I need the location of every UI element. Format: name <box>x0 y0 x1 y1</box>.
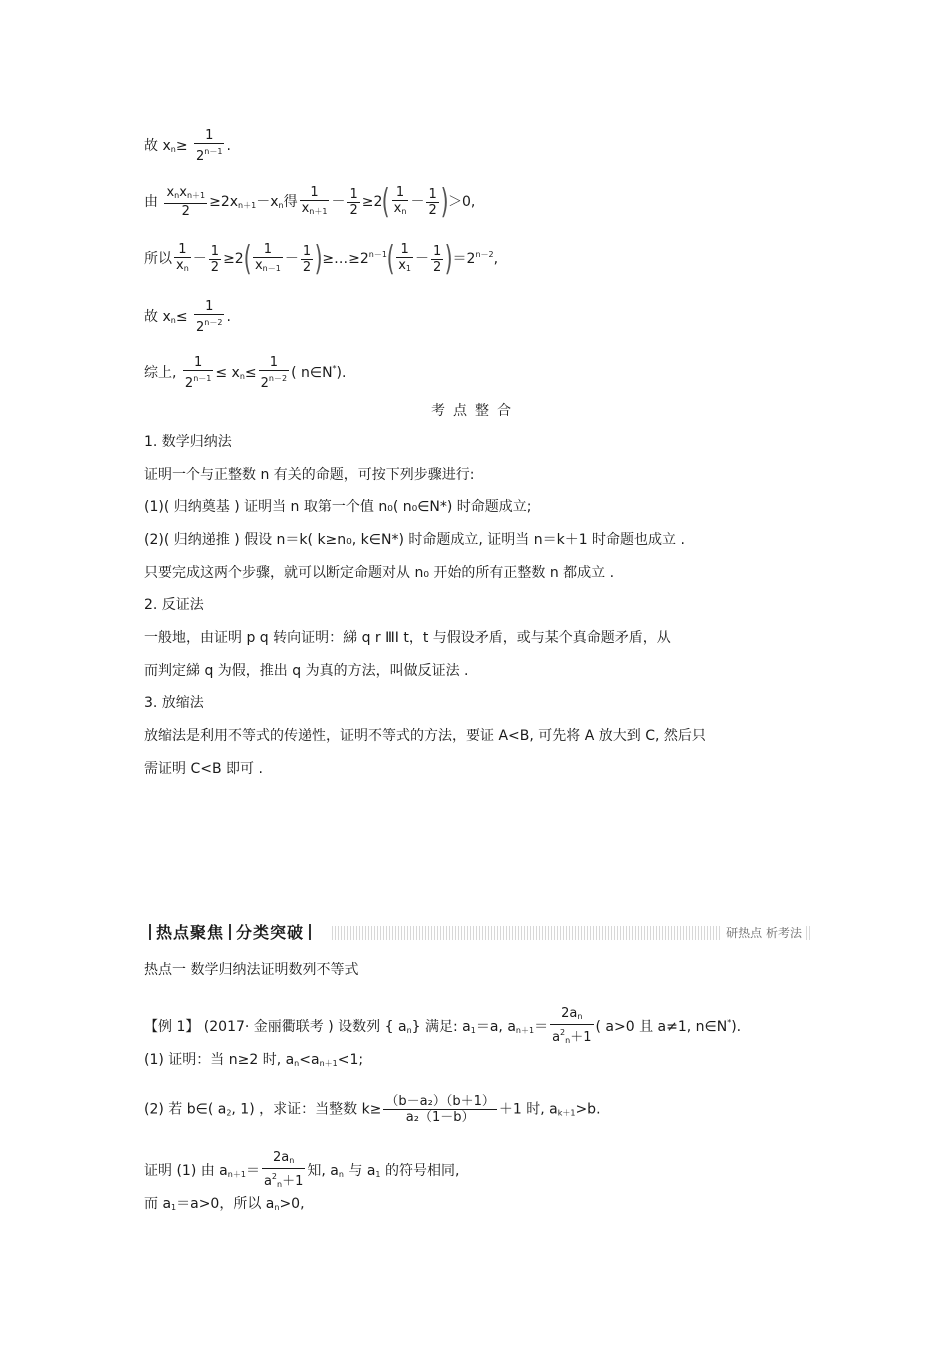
t: x <box>179 185 187 200</box>
fraction <box>396 242 413 276</box>
star: * <box>332 364 337 373</box>
fraction <box>259 355 289 391</box>
s: n－1 <box>262 264 281 273</box>
text: ). <box>336 365 347 381</box>
fraction <box>347 187 359 218</box>
text: 知, a <box>307 1163 339 1179</box>
text: ＞0, <box>447 194 476 210</box>
subscript: k＋1 <box>557 1108 576 1118</box>
fraction <box>174 242 191 276</box>
divider <box>229 924 231 940</box>
text: . <box>226 309 231 325</box>
denominator <box>194 144 224 164</box>
fraction <box>183 355 213 391</box>
paragraph: (1)( 归纳奠基 ) 证明当 n 取第一个值 n₀( n₀∈N*) 时命题成立; <box>144 499 532 515</box>
denominator: 2 <box>302 259 312 275</box>
s: n <box>289 1156 295 1165</box>
t: x <box>398 258 406 273</box>
text: 由 <box>144 194 158 210</box>
fraction <box>301 244 313 275</box>
derivation-line-4 <box>144 299 231 335</box>
left-paren: ( <box>386 239 395 279</box>
text: , <box>493 251 499 267</box>
fraction <box>431 244 443 275</box>
text: ( n∈N <box>291 365 333 381</box>
numerator <box>550 1006 593 1025</box>
derivation-line-1 <box>144 128 231 164</box>
heading-scaling: 3. 放缩法 <box>144 695 204 711</box>
exponent: n－1 <box>193 374 212 383</box>
numerator <box>164 185 207 204</box>
s: n＋1 <box>186 191 206 200</box>
subscript: n <box>274 1203 280 1212</box>
denominator <box>550 1025 593 1048</box>
banner-title-b: 分类突破 <box>236 923 305 942</box>
denominator <box>392 201 409 219</box>
numerator <box>262 1150 305 1169</box>
text: <a <box>299 1052 320 1068</box>
exponent: n－2 <box>268 374 288 383</box>
text: 得 <box>283 194 298 210</box>
right-paren: ) <box>314 239 323 279</box>
denominator: 2 <box>428 202 437 218</box>
subscript: n <box>338 1170 344 1179</box>
section-title: 考点整合 <box>431 403 519 419</box>
denominator <box>253 258 283 276</box>
banner-title <box>144 922 316 944</box>
exponent: n－2 <box>475 250 494 259</box>
text: － <box>331 194 346 210</box>
numerator: 1 <box>183 355 213 371</box>
denominator <box>174 258 191 276</box>
text: ＝a, a <box>475 1019 516 1035</box>
paragraph: (2)( 归纳递推 ) 假设 n＝k( k≥n₀, k∈N*) 时命题成立, 证明当 n＝k＋1 时命题也成立 . <box>144 532 685 548</box>
subscript: 1 <box>470 1026 476 1035</box>
denominator <box>194 315 224 335</box>
text: ). <box>731 1019 742 1035</box>
text: －x <box>256 194 279 210</box>
text: ( a>0 且 a≠1, n∈N <box>595 1019 728 1035</box>
proof-line-1 <box>144 1150 459 1192</box>
denominator <box>259 371 289 391</box>
heading-induction: 1. 数学归纳法 <box>144 434 232 450</box>
fraction <box>194 299 224 335</box>
subscript: n <box>278 201 284 210</box>
s: 2 <box>271 1172 277 1181</box>
left-paren: ( <box>382 182 391 222</box>
denominator: 2 <box>181 204 190 219</box>
text: , 1) ，求证：当整数 k≥ <box>231 1101 382 1118</box>
fraction <box>383 1094 496 1125</box>
subscript: n <box>170 145 176 154</box>
proof-line-2 <box>144 1194 305 1218</box>
t: x <box>254 258 263 273</box>
text: } 满足: a <box>411 1019 471 1035</box>
subscript: n <box>406 1026 412 1035</box>
denominator <box>300 201 330 219</box>
text: ≥2 <box>361 194 383 210</box>
subscript: n＋1 <box>227 1170 246 1179</box>
question-1 <box>144 1050 363 1074</box>
fraction <box>426 187 438 218</box>
text: >0, <box>279 1196 305 1212</box>
t: ＋1 <box>570 1030 592 1045</box>
s: 1 <box>405 264 411 273</box>
fraction <box>194 128 224 164</box>
heading-contradiction: 2. 反证法 <box>144 597 204 613</box>
numerator: 1 <box>433 243 442 259</box>
paragraph: 只要完成这两个步骤，就可以断定命题对从 n₀ 开始的所有正整数 n 都成立 . <box>144 565 615 581</box>
numerator: 1 <box>194 128 224 144</box>
subscript: n <box>239 372 245 381</box>
text: 与 a <box>343 1163 376 1179</box>
exponent: n－1 <box>368 250 387 259</box>
star: * <box>727 1018 732 1027</box>
fraction <box>262 1150 305 1192</box>
s: n <box>277 1180 283 1189</box>
paragraph: 一般地，由证明 p q 转向证明：綈 q r ⅢⅠ t，t 与假设矛盾，或与某个真命题矛盾，从 <box>144 630 671 646</box>
text: ≤ <box>175 309 188 325</box>
text: ＝a>0，所以 a <box>176 1196 275 1212</box>
paragraph: 放缩法是利用不等式的传递性，证明不等式的方法，要证 A<B, 可先将 A 放大到 C, 然后只 <box>144 728 706 744</box>
text: <1; <box>337 1052 364 1068</box>
numerator: 1 <box>396 242 413 258</box>
s: n＋1 <box>309 207 328 216</box>
derivation-line-5 <box>144 355 346 391</box>
subscript: n＋1 <box>515 1026 535 1035</box>
text: 证明 (1) 由 a <box>144 1163 228 1179</box>
text: ＝ <box>245 1163 260 1179</box>
fraction <box>300 185 330 219</box>
denominator <box>396 258 413 276</box>
base: 2 <box>196 149 205 164</box>
text: ≤ <box>244 365 257 381</box>
numerator: 1 <box>302 243 312 259</box>
banner-title-a: 热点聚焦 <box>156 923 225 942</box>
right-paren: ) <box>444 239 453 279</box>
text: (1) 证明：当 n≥2 时, a <box>144 1052 295 1068</box>
text: ≥2 <box>223 251 244 267</box>
paragraph: 证明一个与正整数 n 有关的命题，可按下列步骤进行: <box>144 467 475 483</box>
subscript: 1 <box>375 1170 381 1179</box>
fraction <box>392 185 409 219</box>
derivation-line-3: 所以 $\frac{1}{x_n}$ － $\frac{1}{2}$ ≥2( $\frac{1}{x_{n-1}}$ － $\frac{1}{2}$ )$\ge\dots\ge 2^{n-1}$( $\frac{1}{x_1}$ － $\frac{1}{2}$ )$=2^{n-2}$, <box>144 239 499 279</box>
denominator <box>183 371 213 391</box>
t: a <box>552 1030 561 1045</box>
fraction <box>209 244 221 275</box>
text: >b. <box>575 1101 601 1118</box>
divider <box>149 924 151 940</box>
subscript: 2 <box>226 1108 232 1118</box>
left-paren: ( <box>243 239 252 279</box>
t: x <box>301 201 310 216</box>
text: 故 x <box>144 309 171 325</box>
s: n <box>401 207 407 216</box>
t: ＋1 <box>282 1174 304 1189</box>
text: ≥…≥2 <box>322 251 369 267</box>
exponent: n－2 <box>204 318 223 327</box>
numerator: （b－a₂）（b＋1） <box>385 1094 495 1109</box>
s: n <box>174 191 180 200</box>
subscript: 1 <box>171 1203 177 1212</box>
banner-subtitle: 研热点 析考法 <box>722 924 806 942</box>
section-banner <box>144 922 812 944</box>
numerator: 1 <box>194 299 224 315</box>
text: ≥ <box>175 138 188 154</box>
base: 2 <box>184 376 194 391</box>
hotspot-heading: 热点一 数学归纳法证明数列不等式 <box>144 962 359 978</box>
s: n <box>577 1012 583 1021</box>
numerator: 1 <box>428 186 437 202</box>
text: ＝2 <box>452 251 476 267</box>
base: 2 <box>260 376 269 391</box>
text: 综上, <box>144 365 177 381</box>
t: x <box>176 258 184 273</box>
text: ≤ x <box>215 365 240 381</box>
text: 而 a <box>144 1196 172 1212</box>
t: 2a <box>272 1150 290 1165</box>
numerator: 1 <box>392 185 409 201</box>
exponent: n－1 <box>204 147 223 156</box>
text: ≥2x <box>209 194 239 210</box>
fraction <box>253 242 283 276</box>
text: 的符号相同, <box>380 1163 460 1179</box>
subscript: n <box>170 316 176 325</box>
fraction <box>550 1006 593 1048</box>
text: ＋1 时, a <box>498 1101 558 1118</box>
subscript: n＋1 <box>238 201 257 210</box>
t: x <box>166 185 175 200</box>
t: 2a <box>561 1006 578 1021</box>
text: . <box>226 138 231 154</box>
numerator: 1 <box>349 186 358 202</box>
denominator <box>262 1169 305 1192</box>
text: ＝ <box>534 1019 549 1035</box>
t: a <box>263 1174 272 1189</box>
numerator: 1 <box>210 243 220 259</box>
divider <box>309 924 311 940</box>
example-1 <box>144 1006 741 1048</box>
s: n <box>565 1036 571 1045</box>
numerator: 1 <box>174 242 191 258</box>
denominator: 2 <box>210 259 220 275</box>
text: 所以 <box>144 251 172 267</box>
text: 故 x <box>144 138 171 154</box>
derivation-line-2: 由 $\frac{x_nx_{n+1}}{2}$ $\ge 2x_{n+1}-x_n$得 $\frac{1}{x_{n+1}}$ － $\frac{1}{2}$ ≥2( $\frac{1}{x_n}$ － $\frac{1}{2}$ )＞0, <box>144 182 476 222</box>
t: x <box>393 201 402 216</box>
subscript: n <box>294 1059 300 1068</box>
denominator: 2 <box>433 259 442 275</box>
text: (2) 若 b∈( a <box>144 1101 227 1118</box>
s: n <box>183 264 189 273</box>
base: 2 <box>196 320 205 335</box>
numerator: 1 <box>300 185 330 201</box>
fraction <box>164 185 207 219</box>
numerator: 1 <box>253 242 283 258</box>
right-paren: ) <box>440 182 449 222</box>
numerator: 1 <box>259 355 289 371</box>
subscript: n＋1 <box>319 1059 338 1068</box>
question-2 <box>144 1094 601 1125</box>
denominator: a₂（1－b） <box>405 1110 475 1125</box>
paragraph: 而判定綈 q 为假，推出 q 为真的方法，叫做反证法 . <box>144 663 469 679</box>
s: 2 <box>560 1028 566 1037</box>
text: 【例 1】 (2017· 金丽衢联考 ) 设数列 { a <box>144 1019 407 1035</box>
denominator: 2 <box>349 202 358 218</box>
paragraph: 需证明 C<B 即可 . <box>144 761 263 777</box>
